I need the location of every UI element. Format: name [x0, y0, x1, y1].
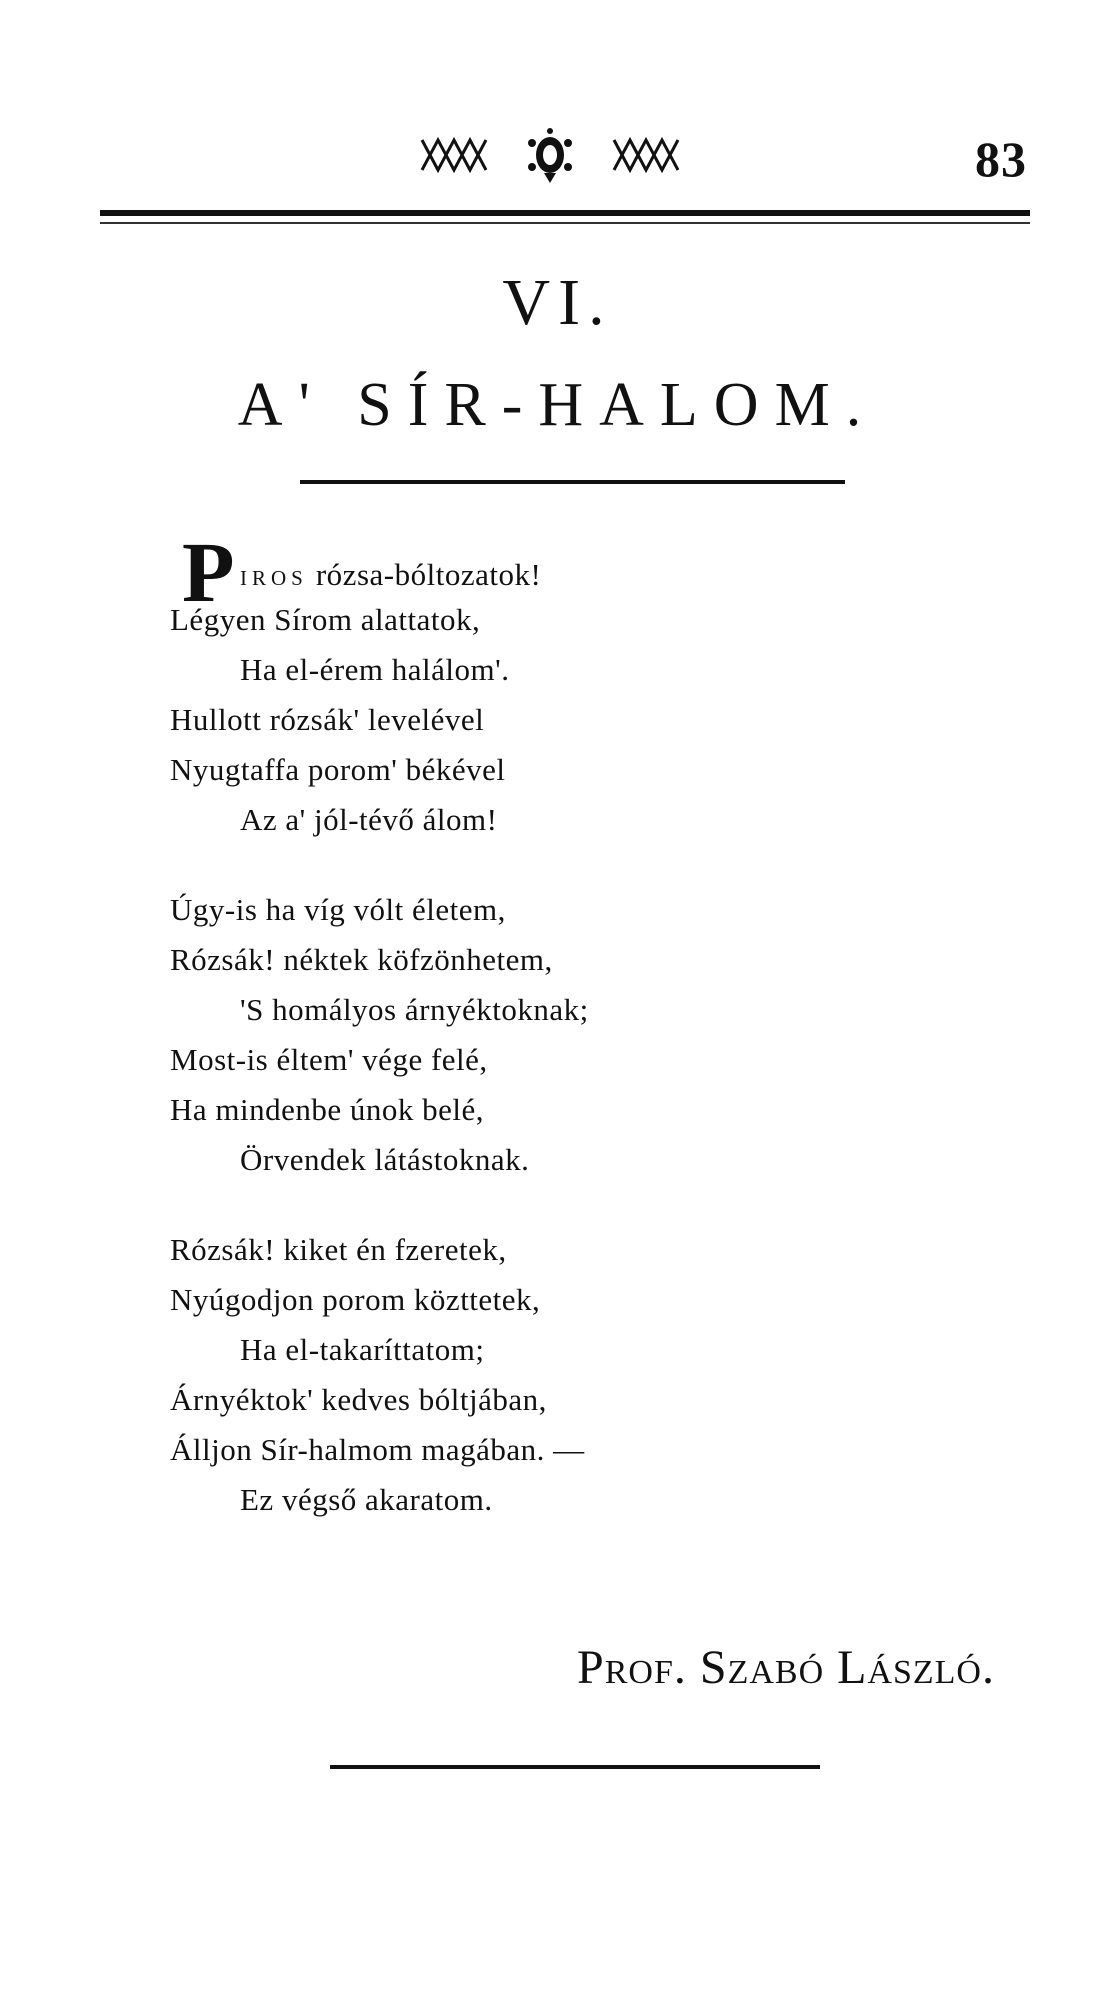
stanza-1 [170, 524, 970, 845]
first-word-smallcaps: IROS [240, 566, 308, 590]
poem-line: Ha mindenbe únok belé, [170, 1092, 485, 1127]
page-number: 83 [975, 131, 1027, 187]
poem-line: Ez végső akaratom. [240, 1482, 493, 1517]
drop-cap: P [182, 524, 236, 620]
poem-line: Nyúgodjon porom közttetek, [170, 1282, 541, 1317]
poem-line: Ha el-takaríttatom; [240, 1332, 485, 1367]
title-rule [300, 480, 845, 484]
header-rule-thin [100, 222, 1030, 224]
poem-body [170, 524, 970, 1565]
poem-line: Árnyéktok' kedves bóltjában, [170, 1382, 547, 1417]
poem-line: Most-is éltem' vége felé, [170, 1042, 488, 1077]
header-rule [100, 210, 1030, 216]
poem-line: Az a' jól-tévő álom! [240, 802, 498, 837]
poem-line: Ha el-érem halálom'. [240, 652, 510, 687]
footer-rule [330, 1765, 820, 1769]
author-signature: Prof. Szabó László. [577, 1641, 995, 1694]
stanza-2 [170, 885, 970, 1185]
first-line-rest: rózsa-bóltozatok! [315, 557, 542, 592]
poem-line: Rózsák! néktek köfzönhetem, [170, 942, 553, 977]
poem-line: Úgy-is ha víg vólt életem, [170, 892, 506, 927]
poem-line: Hullott rózsák' levelével [170, 702, 485, 737]
stanza-3 [170, 1225, 970, 1525]
poem-line: Rózsák! kiket én fzeretek, [170, 1232, 507, 1267]
poem-title: A' SÍR-HALOM. [237, 371, 878, 439]
poem-line: Légyen Sírom alattatok, [170, 602, 481, 637]
poem-line: 'S homályos árnyéktoknak; [240, 992, 589, 1027]
poem-line: Örvendek látástoknak. [240, 1142, 530, 1177]
poem-line: Álljon Sír-halmom magában. — [170, 1432, 585, 1467]
poem-line: Nyugtaffa porom' békével [170, 752, 506, 787]
section-numeral: VI. [502, 266, 613, 339]
floral-ornament-icon [400, 125, 700, 185]
